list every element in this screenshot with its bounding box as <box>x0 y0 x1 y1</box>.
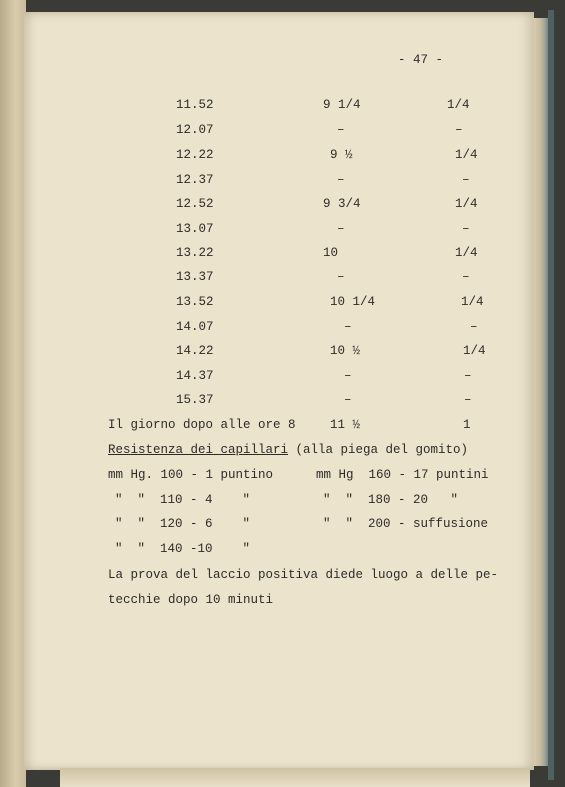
reading-line: " " 140 -10 " <box>115 542 251 556</box>
closing-line: La prova del laccio positiva diede luogo a delle pe- <box>108 568 499 582</box>
row-value: – <box>344 393 352 407</box>
row-time: 14.37 <box>176 369 214 383</box>
row-fraction: – <box>464 369 472 383</box>
row-time: 14.22 <box>176 344 214 358</box>
next-day-label: Il giorno dopo alle ore 8 <box>108 418 296 432</box>
row-time: 11.52 <box>176 98 214 112</box>
row-time: 12.22 <box>176 148 214 162</box>
reading-line: " " 110 - 4 " <box>115 493 251 507</box>
row-time: 12.07 <box>176 123 214 137</box>
bottom-paper-strip <box>60 768 530 787</box>
row-value: 10 1/4 <box>330 295 376 309</box>
next-day-value: 11 ½ <box>330 418 361 432</box>
closing-line: tecchie dopo 10 minuti <box>108 593 274 607</box>
capillary-heading-rest: (alla piega del gomito) <box>288 443 469 457</box>
row-value: – <box>337 173 345 187</box>
row-value: – <box>344 320 352 334</box>
row-time: 13.22 <box>176 246 214 260</box>
reading-line: mm Hg 160 - 17 puntini <box>316 468 489 482</box>
row-time: 14.07 <box>176 320 214 334</box>
row-value: 10 <box>323 246 339 260</box>
row-fraction: – <box>462 222 470 236</box>
row-value: – <box>344 369 352 383</box>
row-value: – <box>337 222 345 236</box>
row-fraction: 1/4 <box>455 246 478 260</box>
row-fraction: – <box>470 320 478 334</box>
row-value: – <box>337 270 345 284</box>
row-fraction: – <box>464 393 472 407</box>
reading-line: " " 200 - suffusione <box>323 517 489 531</box>
row-value: 10 ½ <box>330 344 361 358</box>
row-time: 12.37 <box>176 173 214 187</box>
row-fraction: 1/4 <box>461 295 484 309</box>
reading-line: " " 120 - 6 " <box>115 517 251 531</box>
row-time: 13.07 <box>176 222 214 236</box>
row-value: – <box>337 123 345 137</box>
row-fraction: 1/4 <box>455 197 478 211</box>
row-fraction: 1/4 <box>447 98 470 112</box>
row-value: 9 1/4 <box>323 98 361 112</box>
capillary-heading <box>108 443 468 457</box>
row-time: 13.37 <box>176 270 214 284</box>
reading-line: " " 180 - 20 " <box>323 493 459 507</box>
binder-edge <box>548 10 554 780</box>
row-fraction: 1/4 <box>455 148 478 162</box>
next-day-fraction: 1 <box>463 418 471 432</box>
row-time: 15.37 <box>176 393 214 407</box>
row-value: 9 3/4 <box>323 197 361 211</box>
left-page-edge <box>0 0 26 787</box>
row-time: 13.52 <box>176 295 214 309</box>
row-fraction: 1/4 <box>463 344 486 358</box>
row-fraction: – <box>462 173 470 187</box>
capillary-heading-underlined: Resistenza dei capillari <box>108 443 289 457</box>
page-number: - 47 - <box>398 53 444 67</box>
row-fraction: – <box>462 270 470 284</box>
reading-line: mm Hg. 100 - 1 puntino <box>108 468 274 482</box>
row-time: 12.52 <box>176 197 214 211</box>
row-fraction: – <box>455 123 463 137</box>
row-value: 9 ½ <box>330 148 353 162</box>
